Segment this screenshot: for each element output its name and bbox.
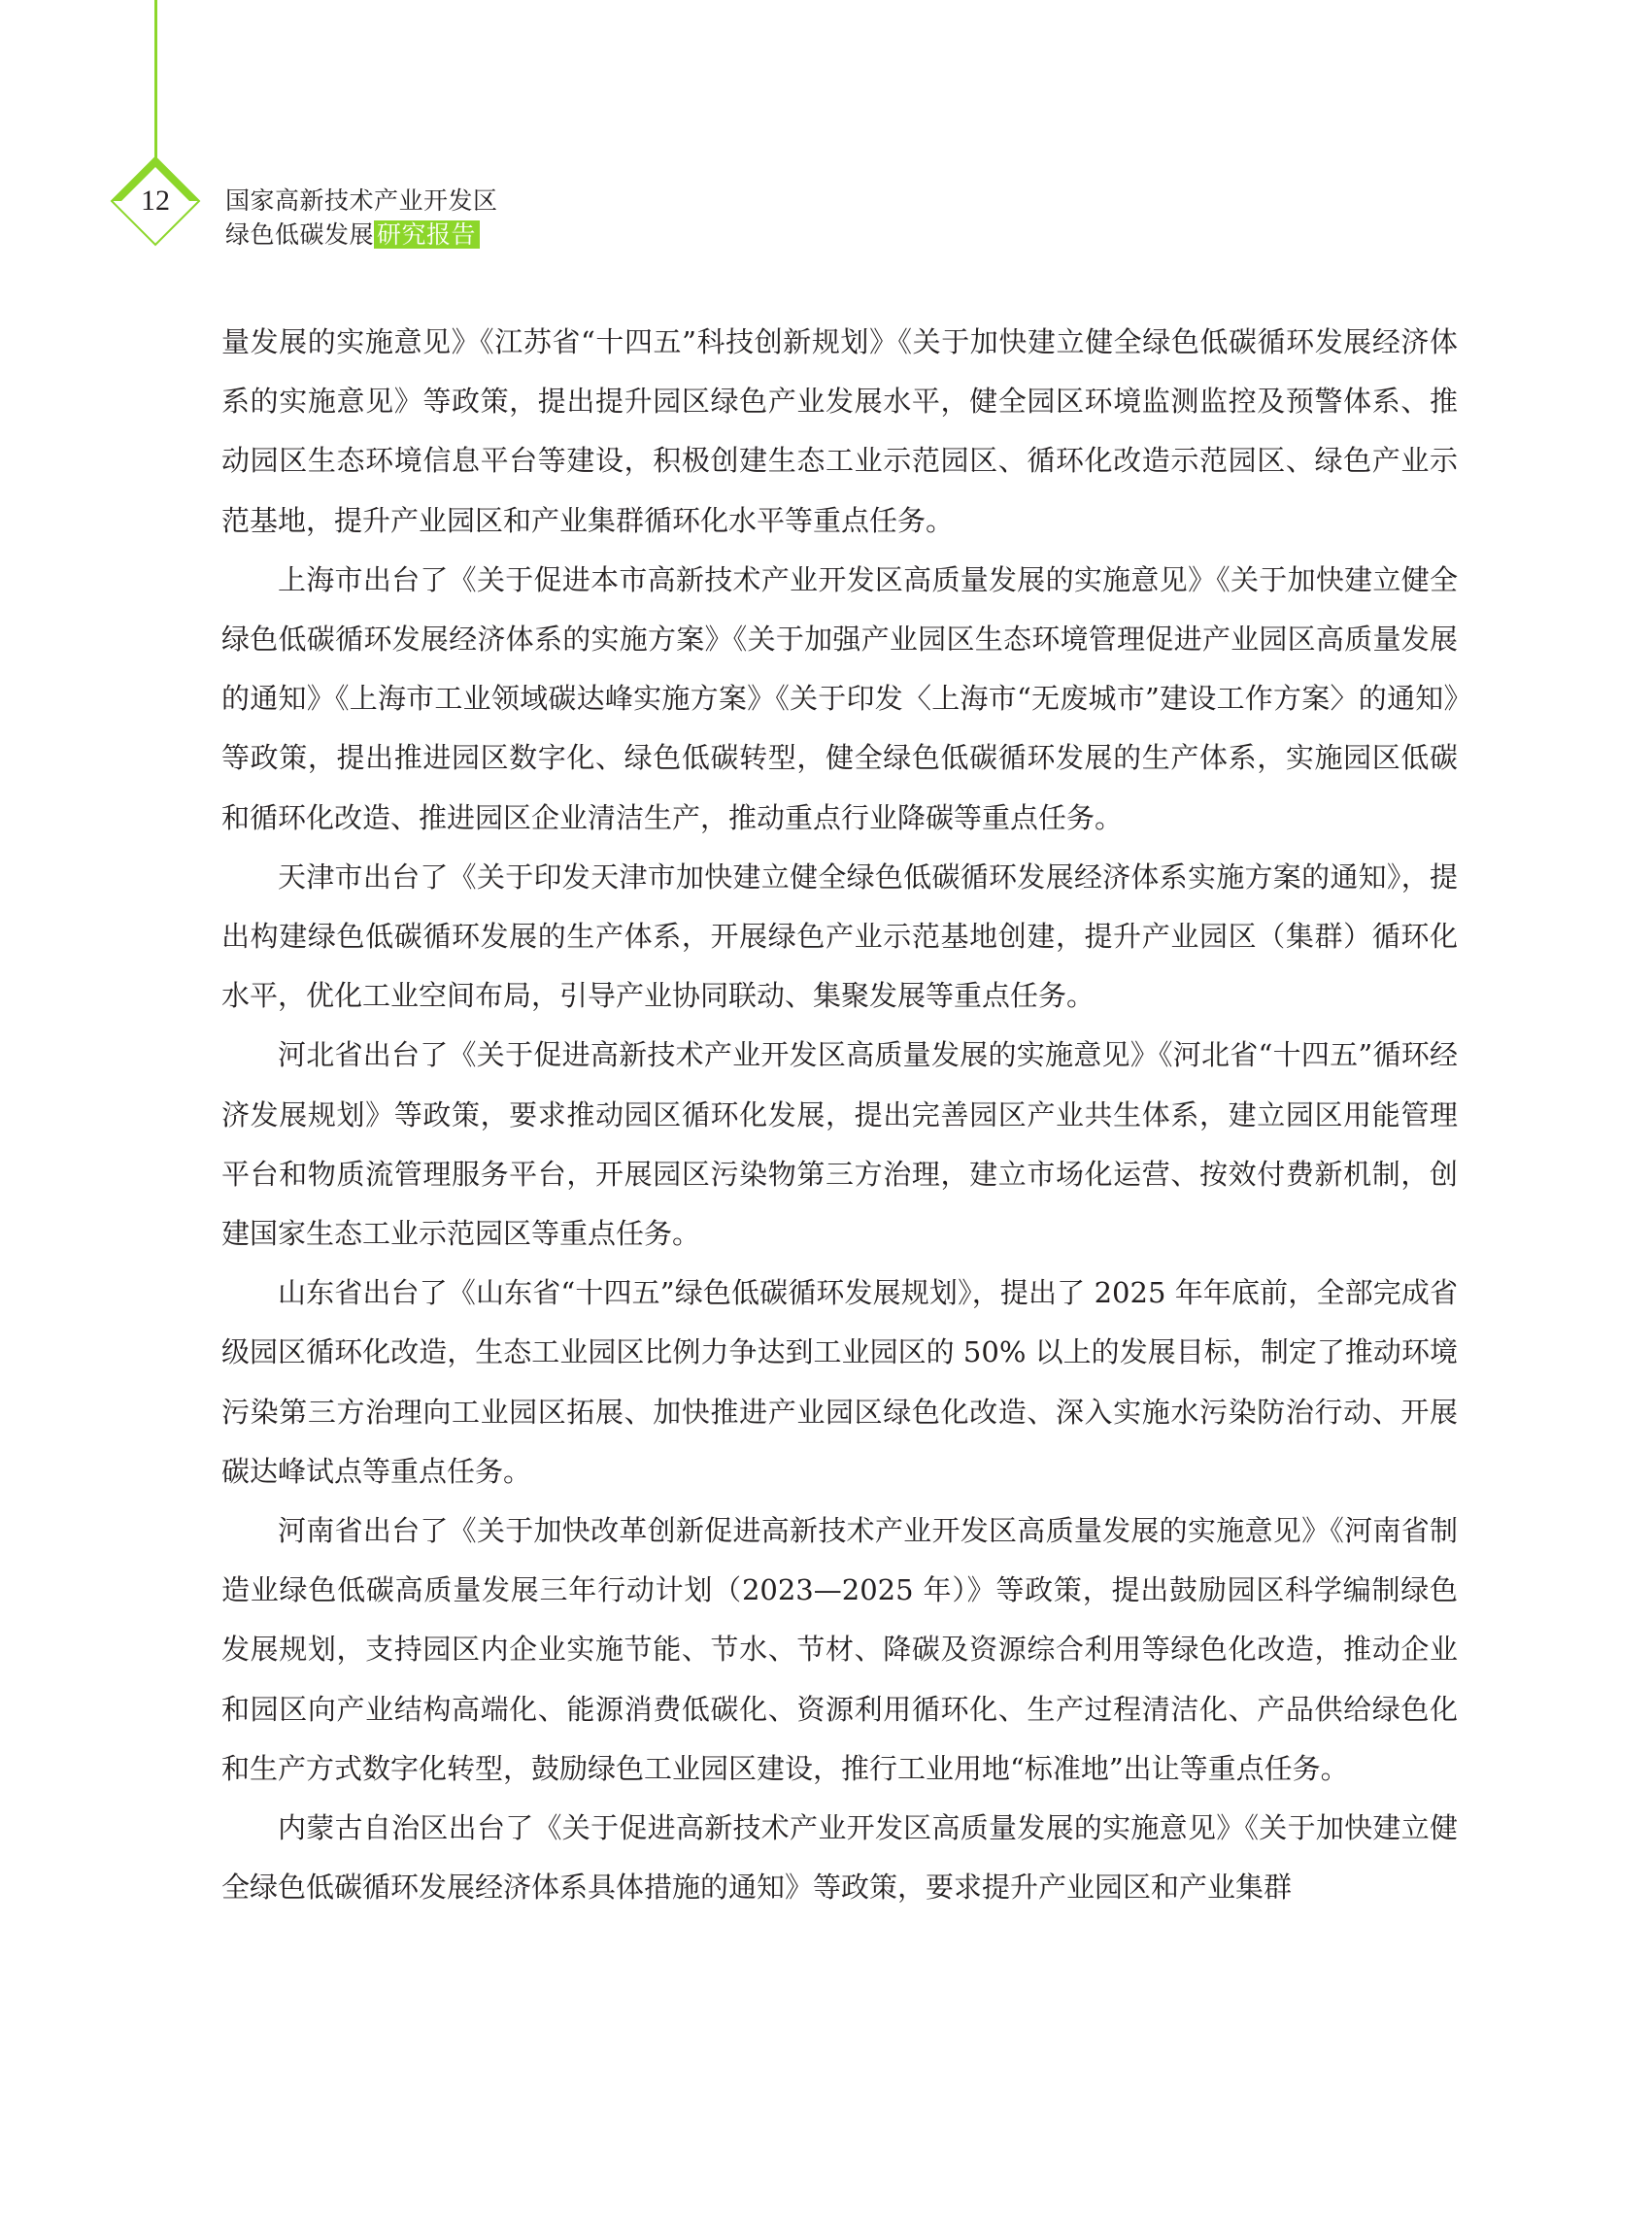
subtitle-prefix: 绿色低碳发展 [225,220,375,249]
paragraph-inner-mongolia: 内蒙古自治区出台了《关于促进高新技术产业开发区高质量发展的实施意见》《关于加快建立健全绿色低碳循环发展经济体系具体措施的通知》等政策，要求提升产业园区和产业集群 [221,1811,1458,1905]
paragraph-henan: 河南省出台了《关于加快改革创新促进高新技术产业开发区高质量发展的实施意见》《河南省制造业绿色低碳高质量发展三年行动计划（2023—2025 年）》等政策，提出鼓励园区科学编制绿色发展规划，支持园区内企业实施节能、节水、节材、降碳及资源综合利用等绿色化改造，推动企业和园区向产业结构高端化、能源消费低碳化、资源利用循环化、生产过程清洁化、产品供给绿色化和生产方式数字化转型，鼓励绿色工业园区建设，推行工业用地“标准地”出让等重点任务。 [221,1514,1458,1785]
paragraph-shanghai: 上海市出台了《关于促进本市高新技术产业开发区高质量发展的实施意见》《关于加快建立健全绿色低碳循环发展经济体系的实施方案》《关于加强产业园区生态环境管理促进产业园区高质量发展的通知》《上海市工业领域碳达峰实施方案》《关于印发〈上海市“无废城市”建设工作方案〉的通知》等政策，提出推进园区数字化、绿色低碳转型，健全绿色低碳循环发展的生产体系，实施园区低碳和循环化改造、推进园区企业清洁生产，推动重点行业降碳等重点任务。 [221,562,1458,834]
paragraph-hebei: 河北省出台了《关于促进高新技术产业开发区高质量发展的实施意见》《河北省“十四五”循环经济发展规划》等政策，要求推动园区循环化发展，提出完善园区产业共生体系，建立园区用能管理平台和物质流管理服务平台，开展园区污染物第三方治理，建立市场化运营、按效付费新机制，创建国家生态工业示范园区等重点任务。 [221,1038,1458,1251]
subtitle-highlight-badge: 研究报告 [374,220,480,249]
paragraph-tianjin: 天津市出台了《关于印发天津市加快建立健全绿色低碳循环发展经济体系实施方案的通知》，提出构建绿色低碳循环发展的生产体系，开展绿色产业示范基地创建，提升产业园区（集群）循环化水平，优化工业空间布局，引导产业协同联动、集聚发展等重点任务。 [221,860,1458,1013]
paragraph-shandong: 山东省出台了《山东省“十四五”绿色低碳循环发展规划》，提出了 2025 年年底前，全部完成省级园区循环化改造，生态工业园区比例力争达到工业园区的 50% 以上的发展目标，制定了推动环境污染第三方治理向工业园区拓展、加快推进产业园区绿色化改造、深入实施水污染防治行动、开展碳达峰试点等重点任务。 [221,1276,1458,1488]
running-header-title: 国家高新技术产业开发区 [225,186,498,215]
running-header-subtitle [225,219,480,252]
header-accent-line [154,0,157,163]
paragraph-jiangsu-continued: 量发展的实施意见》《江苏省“十四五”科技创新规划》《关于加快建立健全绿色低碳循环发展经济体系的实施意见》等政策，提出提升园区绿色产业发展水平，健全园区环境监测监控及预警体系、推动园区生态环境信息平台等建设，积极创建生态工业示范园区、循环化改造示范园区、绿色产业示范基地，提升产业园区和产业集群循环化水平等重点任务。 [221,325,1458,537]
body-text [221,313,1458,1917]
page-number: 12 [141,185,170,217]
